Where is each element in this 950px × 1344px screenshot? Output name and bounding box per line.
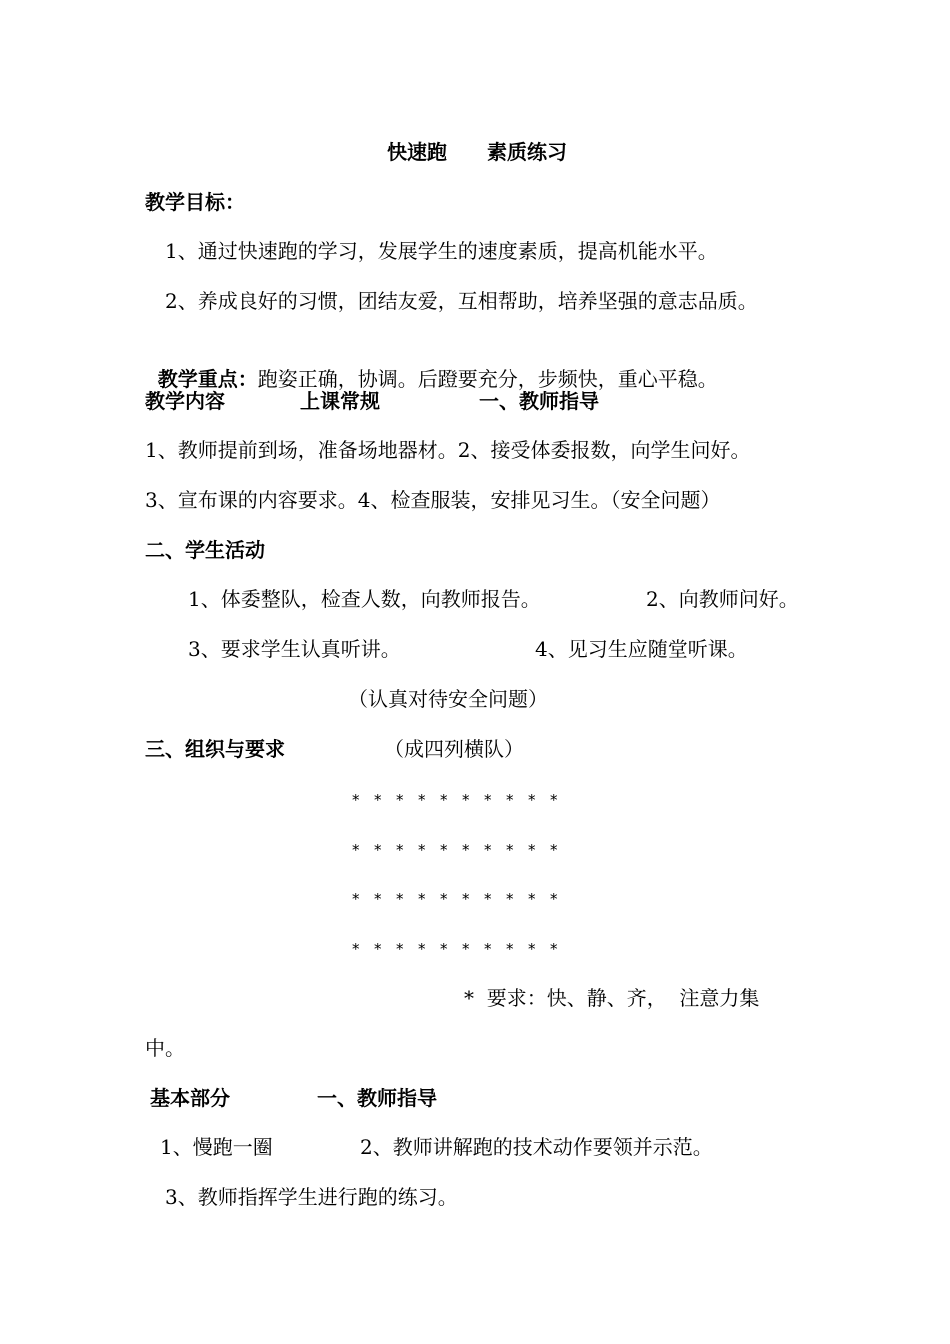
formation-star: * — [484, 940, 492, 958]
teacher-line-1: 1、教师提前到场，准备场地器材。2、接受体委报数，向学生问好。 — [145, 438, 751, 462]
formation-star: * — [462, 791, 470, 809]
formation-row — [352, 935, 572, 963]
formation-note: （成四列横队） — [384, 737, 524, 761]
formation-star: * — [440, 890, 448, 908]
formation-star: * — [462, 890, 470, 908]
formation-star: * — [396, 791, 404, 809]
focus-line — [145, 337, 718, 393]
formation-star: * — [528, 841, 536, 859]
focus-heading: 教学重点： — [157, 367, 258, 391]
formation-star: * — [396, 940, 404, 958]
formation-star: * — [528, 890, 536, 908]
safety-note: （认真对待安全问题） — [348, 687, 548, 711]
formation-star: * — [352, 791, 360, 809]
formation-star: * — [352, 890, 360, 908]
formation-row — [352, 786, 572, 814]
student-heading: 二、学生活动 — [145, 538, 265, 562]
formation-star: * — [528, 940, 536, 958]
routine-heading: 上课常规 — [300, 389, 380, 413]
content-heading: 教学内容 — [145, 389, 225, 413]
formation-star: * — [374, 940, 382, 958]
basic-item-1: 1、慢跑一圈 — [160, 1135, 273, 1159]
formation-star: * — [352, 940, 360, 958]
formation-star: * — [374, 841, 382, 859]
formation-star: * — [506, 841, 514, 859]
formation-star: * — [396, 890, 404, 908]
student-item-2: 2、向教师问好。 — [646, 587, 799, 611]
formation-star: * — [550, 890, 558, 908]
formation-star: * — [550, 791, 558, 809]
goals-heading: 教学目标： — [145, 190, 245, 214]
formation-star: * — [506, 940, 514, 958]
requirement-continued: 中。 — [145, 1036, 185, 1060]
teacher-guide-heading: 一、教师指导 — [479, 389, 599, 413]
title-right: 素质练习 — [487, 140, 567, 164]
formation-star: * — [550, 940, 558, 958]
student-item-4: 4、见习生应随堂听课。 — [535, 637, 748, 661]
focus-text: 跑姿正确，协调。后蹬要充分，步频快，重心平稳。 — [257, 367, 718, 391]
formation-star: * — [462, 841, 470, 859]
formation-star: * — [396, 841, 404, 859]
formation-star: * — [440, 841, 448, 859]
org-heading: 三、组织与要求 — [145, 737, 285, 761]
formation-star: * — [418, 841, 426, 859]
formation-star: * — [484, 841, 492, 859]
goal-1: 1、通过快速跑的学习，发展学生的速度素质，提高机能水平。 — [165, 239, 718, 263]
formation-star: * — [484, 791, 492, 809]
formation-star: * — [374, 890, 382, 908]
formation-star: * — [440, 791, 448, 809]
formation-star: * — [528, 791, 536, 809]
basic-item-2: 2、教师讲解跑的技术动作要领并示范。 — [360, 1135, 713, 1159]
goal-2: 2、养成良好的习惯，团结友爱，互相帮助，培养坚强的意志品质。 — [165, 289, 758, 313]
student-item-3: 3、要求学生认真听讲。 — [188, 637, 401, 661]
formation-star: * — [352, 841, 360, 859]
formation-star: * — [550, 841, 558, 859]
formation-star: * — [484, 890, 492, 908]
basic-teacher-guide-heading: 一、教师指导 — [317, 1086, 437, 1110]
formation-star: * — [506, 791, 514, 809]
formation-star: * — [374, 791, 382, 809]
formation-star: * — [506, 890, 514, 908]
formation-row — [352, 885, 572, 913]
teacher-line-2: 3、宣布课的内容要求。4、检查服装，安排见习生。（安全问题） — [145, 488, 721, 512]
basic-heading: 基本部分 — [150, 1086, 230, 1110]
formation-star: * — [418, 940, 426, 958]
formation-star: * — [418, 890, 426, 908]
basic-item-3: 3、教师指挥学生进行跑的练习。 — [165, 1185, 458, 1209]
student-item-1: 1、体委整队，检查人数，向教师报告。 — [188, 587, 541, 611]
requirement-line: * 要求：快、静、齐， 注意力集 — [464, 986, 760, 1010]
formation-star: * — [462, 940, 470, 958]
formation-star: * — [418, 791, 426, 809]
formation-row — [352, 836, 572, 864]
formation-star: * — [440, 940, 448, 958]
title-left: 快速跑 — [387, 140, 447, 164]
